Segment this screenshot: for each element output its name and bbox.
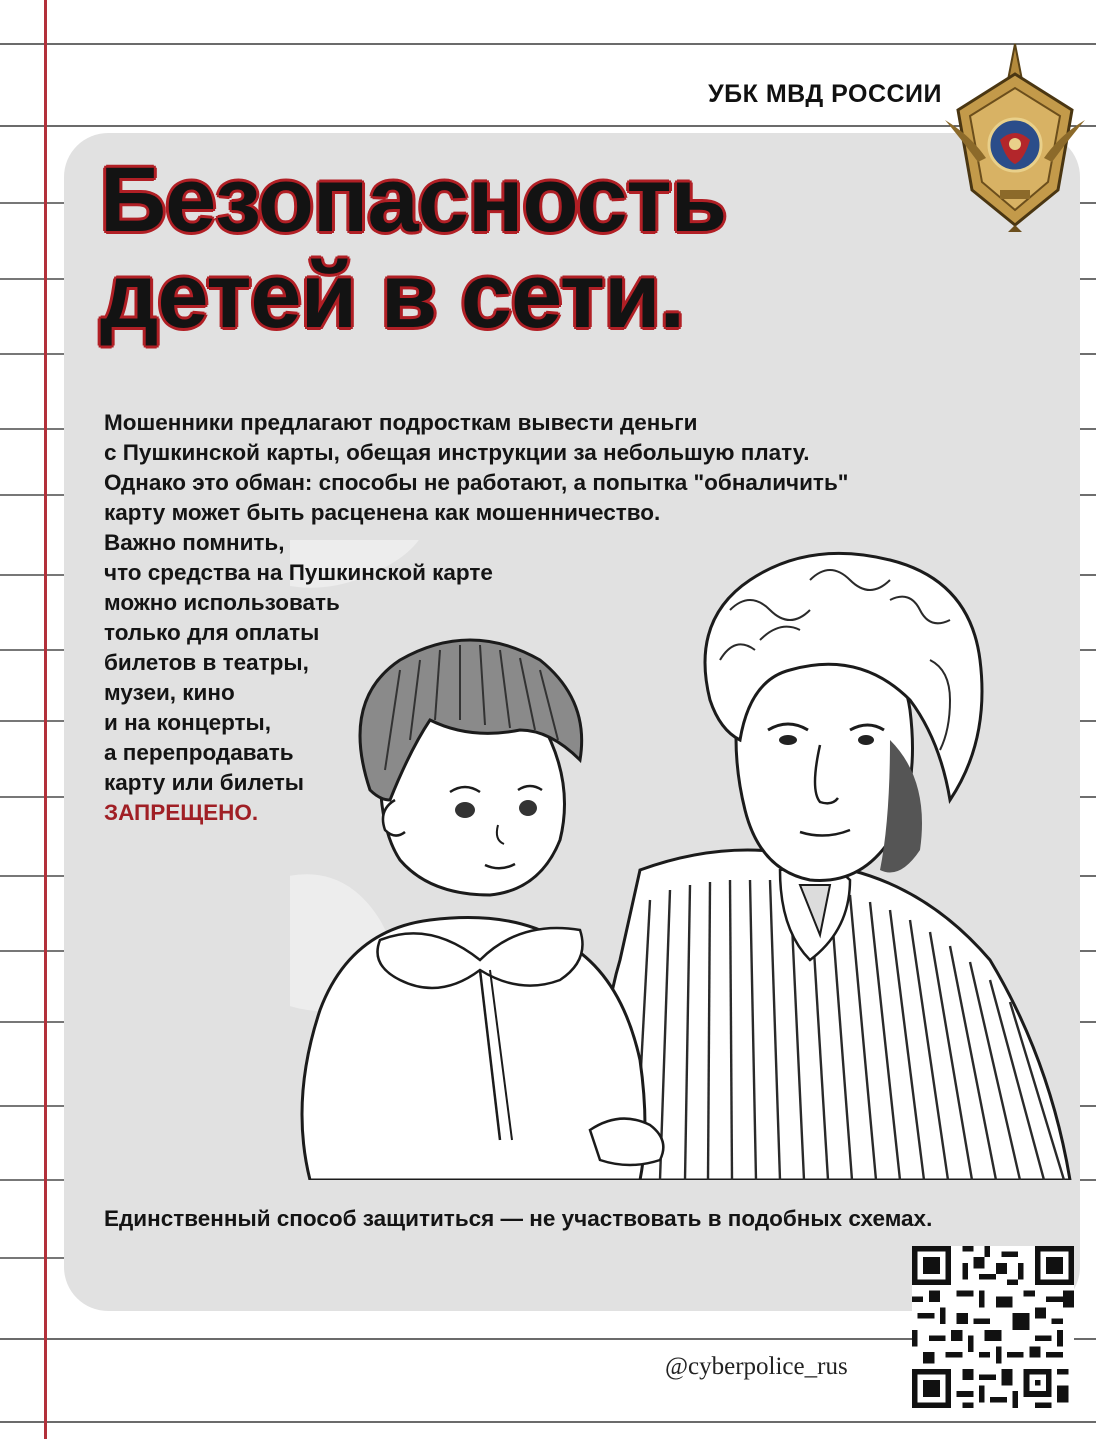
qr-code-icon[interactable] — [912, 1246, 1074, 1408]
body-line: с Пушкинской карты, обещая инструкции за небольшую плату. — [104, 440, 810, 465]
page-title — [100, 149, 727, 347]
body-line: а перепродавать — [104, 740, 294, 765]
title-line-2: детей в сети. — [100, 245, 685, 347]
warning-text: ЗАПРЕЩЕНО. — [104, 800, 259, 825]
body-line: и на концерты, — [104, 710, 272, 735]
body-line: музеи, кино — [104, 680, 235, 705]
body-line: можно использовать — [104, 590, 340, 615]
slogan-text: Единственный способ защититься — не участвовать в подобных схемах. — [104, 1206, 933, 1231]
margin-line — [44, 0, 47, 1439]
body-line: Однако это обман: способы не работают, а попытка "обналичить" — [104, 470, 849, 495]
title-line-1: Безопасность — [100, 149, 727, 251]
social-handle: @cyberpolice_rus — [665, 1353, 848, 1380]
agency-name: УБК МВД РОССИИ — [708, 80, 942, 108]
mvd-emblem-icon — [940, 40, 1090, 235]
body-line: билетов в театры, — [104, 650, 309, 675]
body-line: Мошенники предлагают подросткам вывести деньги — [104, 410, 698, 435]
body-line: Важно помнить, — [104, 530, 285, 555]
body-line: что средства на Пушкинской карте — [104, 560, 493, 585]
body-line: карту или билеты — [104, 770, 304, 795]
body-line: карту может быть расценена как мошенничество. — [104, 500, 661, 525]
body-line: только для оплаты — [104, 620, 320, 645]
body-text — [104, 408, 848, 828]
